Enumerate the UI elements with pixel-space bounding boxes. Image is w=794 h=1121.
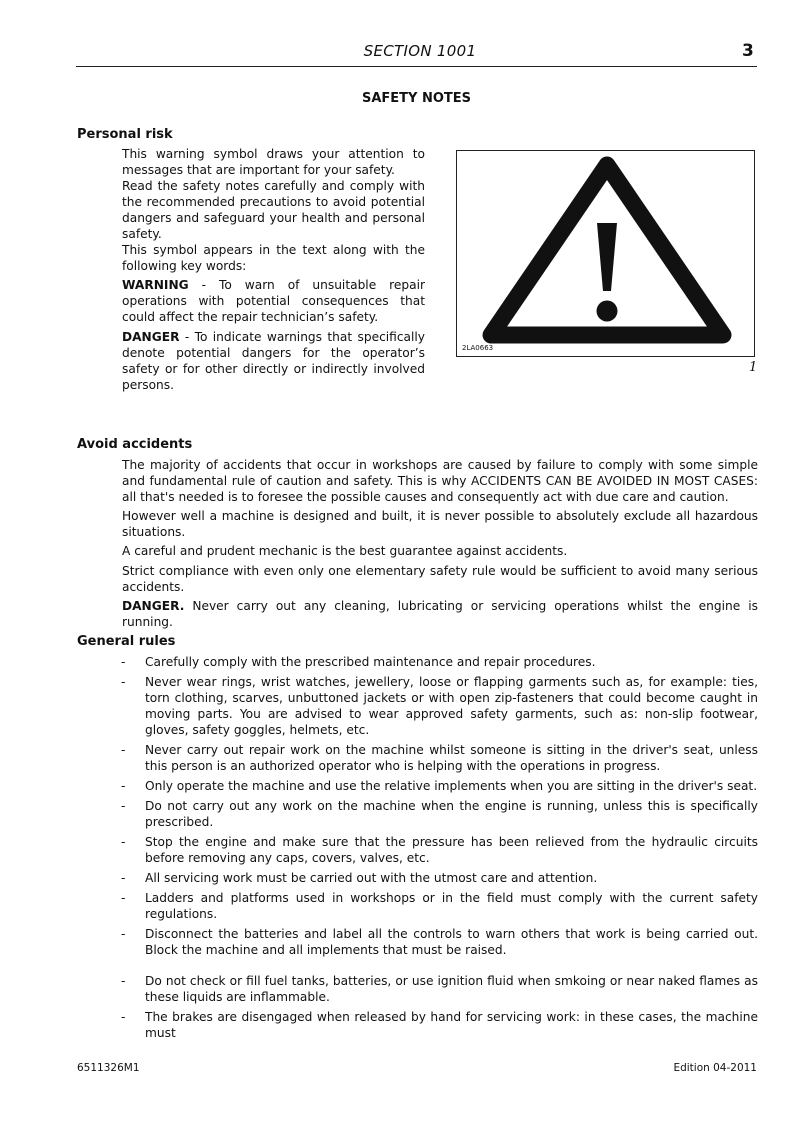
page-title: SAFETY NOTES xyxy=(361,91,472,106)
personal-risk-paragraph-3: This symbol appears in the text along with the following key words: xyxy=(122,243,425,273)
heading-personal-risk: Personal risk xyxy=(77,127,173,142)
figure-code: 2LA0663 xyxy=(462,344,494,352)
section-title: SECTION 1001 xyxy=(363,42,477,60)
bullet-dash: - xyxy=(121,1010,126,1024)
danger-keyword: DANGER xyxy=(122,330,180,344)
avoid-accidents-paragraph-3: A careful and prudent mechanic is the best guarantee against accidents. xyxy=(122,544,568,558)
bullet-dash: - xyxy=(121,871,126,885)
list-item xyxy=(121,742,758,774)
danger-note-keyword: DANGER. xyxy=(122,599,185,613)
bullet-dash: - xyxy=(121,891,126,905)
heading-general-rules: General rules xyxy=(77,634,176,649)
list-item xyxy=(121,1009,758,1041)
figure-number: 1 xyxy=(749,360,758,375)
warning-triangle-icon xyxy=(457,151,756,358)
avoid-accidents-danger-note xyxy=(122,598,758,630)
bullet-dash: - xyxy=(121,779,126,793)
warning-symbol-figure xyxy=(456,150,755,357)
list-item-text: Disconnect the batteries and label all the controls to warn others that work is being carried out. Block the machine and all implements that must be raised. xyxy=(145,927,758,957)
list-item xyxy=(121,654,758,670)
warning-text: - To warn of unsuitable repair operations with potential consequences that could affect the repair technician’s safety. xyxy=(122,278,425,324)
avoid-accidents-paragraph-4: Strict compliance with even only one elementary safety rule would be sufficient to avoid many serious accidents. xyxy=(122,564,758,594)
personal-risk-paragraph-1: This warning symbol draws your attention to messages that are important for your safety. xyxy=(122,147,425,177)
list-item xyxy=(121,870,758,886)
page-number: 3 xyxy=(742,41,754,61)
list-item-text: Never carry out repair work on the machine whilst someone is sitting in the driver's seat, unless this person is an authorized operator who is helping with the operations in progress. xyxy=(145,743,758,773)
header-divider xyxy=(76,66,757,67)
general-rules-list xyxy=(121,654,758,1045)
document-code: 6511326M1 xyxy=(77,1062,140,1074)
list-item xyxy=(121,926,758,958)
heading-avoid-accidents: Avoid accidents xyxy=(77,437,193,452)
list-item xyxy=(121,890,758,922)
danger-note-text: Never carry out any cleaning, lubricating or servicing operations whilst the engine is running. xyxy=(122,599,758,629)
list-item-text: All servicing work must be carried out with the utmost care and attention. xyxy=(145,871,598,885)
bullet-dash: - xyxy=(121,799,126,813)
personal-risk-paragraph-2: Read the safety notes carefully and comply with the recommended precautions to avoid potential dangers and safeguard your health and personal safety. xyxy=(122,179,425,241)
list-item-text: Do not check or fill fuel tanks, batteries, or use ignition fluid when smkoing or near naked flames as these liquids are inflammable. xyxy=(145,974,758,1004)
bullet-dash: - xyxy=(121,655,126,669)
bullet-dash: - xyxy=(121,974,126,988)
bullet-dash: - xyxy=(121,675,126,689)
list-item-text: Ladders and platforms used in workshops or in the field must comply with the current safety regulations. xyxy=(145,891,758,921)
list-item-text: Carefully comply with the prescribed maintenance and repair procedures. xyxy=(145,655,596,669)
list-item-text: Only operate the machine and use the relative implements when you are sitting in the driver's seat. xyxy=(145,779,758,793)
list-item-text: The brakes are disengaged when released by hand for servicing work: in these cases, the machine must xyxy=(145,1010,758,1040)
bullet-dash: - xyxy=(121,743,126,757)
list-item xyxy=(121,674,758,738)
avoid-accidents-paragraph-1: The majority of accidents that occur in workshops are caused by failure to comply with some simple and fundamental rule of caution and safety. This is why ACCIDENTS CAN BE AVOIDED IN MOST CASES: all that's needed is to foresee the possible causes and consequently act with due care and caution. xyxy=(122,458,758,504)
bullet-dash: - xyxy=(121,835,126,849)
avoid-accidents-paragraph-2: However well a machine is designed and built, it is never possible to absolutely exclude all hazardous situations. xyxy=(122,509,758,539)
bullet-dash: - xyxy=(121,927,126,941)
danger-text: - To indicate warnings that specifically denote potential dangers for the operator’s safety or for other directly or indirectly involved persons. xyxy=(122,330,425,392)
warning-definition xyxy=(122,277,425,325)
edition-label: Edition 04-2011 xyxy=(673,1062,757,1074)
list-item xyxy=(121,778,758,794)
list-item-text: Do not carry out any work on the machine when the engine is running, unless this is specifically prescribed. xyxy=(145,799,758,829)
list-item xyxy=(121,973,758,1005)
danger-definition xyxy=(122,329,425,393)
warning-keyword: WARNING xyxy=(122,278,189,292)
list-item-text: Never wear rings, wrist watches, jewellery, loose or flapping garments such as, for example: ties, torn clothing, scarves, unbuttoned jackets or with open zip-fasteners that could become caught in moving parts. You are advised to wear approved safety garments, such as: non-slip footwear, gloves, safety goggles, helmets, etc. xyxy=(145,675,758,737)
list-item xyxy=(121,798,758,830)
list-item-text: Stop the engine and make sure that the pressure has been relieved from the hydraulic circuits before removing any caps, covers, valves, etc. xyxy=(145,835,758,865)
list-item xyxy=(121,834,758,866)
